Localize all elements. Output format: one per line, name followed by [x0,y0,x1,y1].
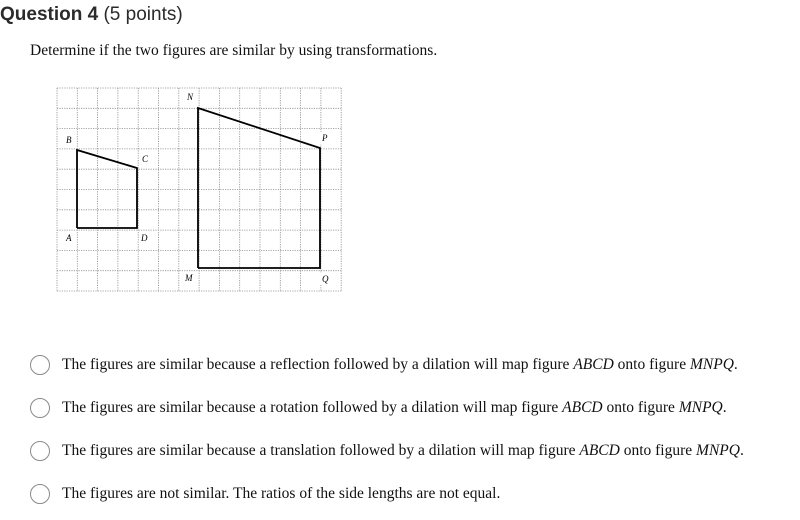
label-q: Q [322,274,329,284]
question-title: Question 4 [0,4,99,25]
question-prompt: Determine if the two figures are similar by using transformations. [30,42,438,59]
label-d: D [141,233,148,243]
label-m: M [185,273,193,283]
choice-text: The figures are not similar. The ratios of the side lengths are not equal. [62,485,501,502]
figure-abcd [77,150,137,228]
choice-rotation[interactable] [30,393,790,423]
choice-text: The figures are similar because a translation followed by a dilation will map figure ABCD onto figure MNPQ. [62,442,744,459]
radio-button[interactable] [30,398,50,418]
choice-text: The figures are similar because a reflection followed by a dilation will map figure ABCD onto figure MNPQ. [62,356,738,373]
label-b: B [66,135,72,145]
label-a: A [66,233,72,243]
radio-button[interactable] [30,441,50,461]
choice-text: The figures are similar because a rotation followed by a dilation will map figure ABCD onto figure MNPQ. [62,399,727,416]
question-points: (5 points) [103,4,183,25]
label-p: P [322,133,328,143]
choice-translation[interactable] [30,436,790,466]
choice-not-similar[interactable] [30,479,790,509]
radio-button[interactable] [30,484,50,504]
radio-button[interactable] [30,355,50,375]
label-c: C [142,154,149,164]
grid [57,88,341,291]
label-n: N [187,92,194,102]
figure-mnpq [198,108,320,268]
choice-reflection[interactable] [30,350,790,380]
